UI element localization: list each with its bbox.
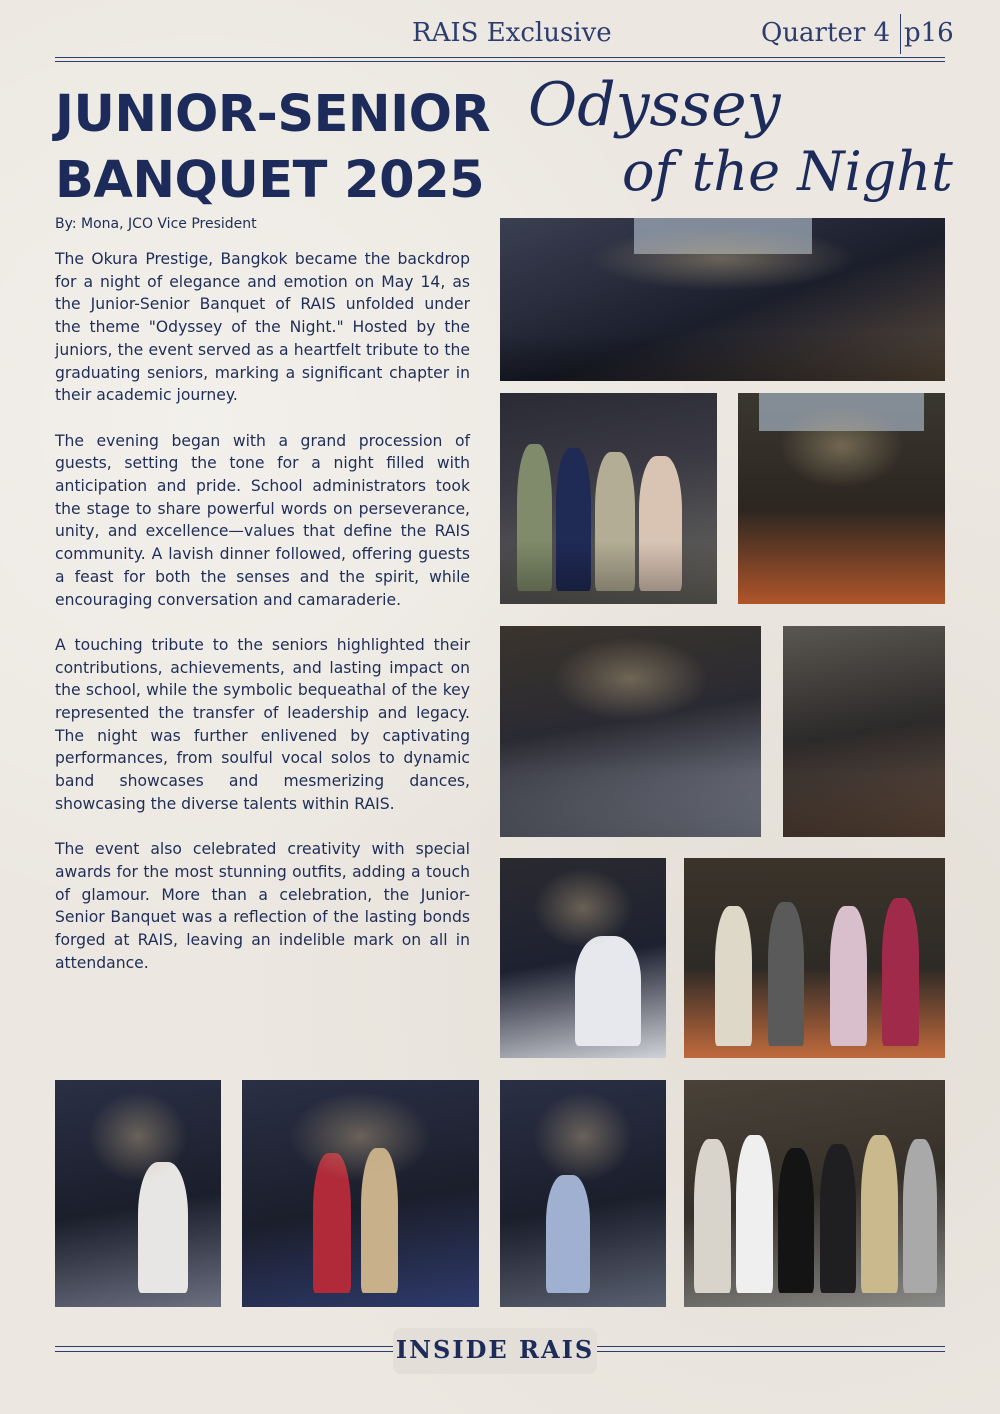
photo-suited-students — [684, 858, 945, 1058]
paragraph: The evening began with a grand procession of guests, setting the tone for a night filled with anticipation and pride. School administrators took the stage to share powerful words on perseverance, unity, and excellence—values that define the RAIS community. A lavish dinner followed, offering guests a feast for both the senses and the spirit, while encouraging conversation and camaraderie. — [55, 431, 470, 609]
title-line-1: JUNIOR-SENIOR — [55, 85, 491, 144]
photo-awardees-2 — [242, 1080, 479, 1307]
header-rule-top — [55, 57, 945, 58]
photo-dance-performance — [738, 393, 945, 604]
title-line-2: BANQUET 2025 — [55, 151, 485, 210]
footer-label: INSIDE RAIS — [395, 1335, 595, 1364]
header-rule-bottom — [55, 61, 945, 62]
paragraph: A touching tribute to the seniors highlighted their contributions, achievements, and lasting impact on the school, while the symbolic bequeathal of the key represented the transfer of leadership and legacy. The night was further enlivened by captivating performances, from soulful vocal solos to dynamic band showcases and mesmerizing dances, showcasing the diverse talents within RAIS. — [55, 635, 470, 813]
footer-rule-left-top — [55, 1346, 393, 1347]
paragraph: The event also celebrated creativity with special awards for the most stunning outfits, adding a touch of glamour. More than a celebration, the Junior-Senior Banquet was a reflection of the lasting bonds forged at RAIS, leaving an indelible mark on all in attendance. — [55, 840, 470, 972]
paragraph: The Okura Prestige, Bangkok became the backdrop for a night of elegance and emotion on May 14, as the Junior-Senior Banquet of RAIS unfolded under the theme "Odyssey of the Night." Hosted by the juniors, the event served as a heartfelt tribute to the graduating seniors, marking a significant chapter in their academic journey. — [55, 250, 470, 405]
page-number: p16 — [904, 18, 954, 48]
photo-group-shot — [500, 218, 945, 381]
footer-rule-left-bottom — [55, 1351, 393, 1352]
theme-title-line-2: of the Night — [622, 140, 953, 203]
photo-reception-table — [783, 626, 945, 837]
photo-awardees-1 — [55, 1080, 221, 1307]
photo-awardees-3 — [500, 1080, 666, 1307]
photo-royalty-couple — [500, 858, 666, 1058]
footer-rule-right-bottom — [597, 1351, 945, 1352]
issue-quarter: Quarter 4 — [761, 18, 891, 48]
theme-title-line-1: Odyssey — [528, 70, 781, 140]
article-body — [55, 248, 470, 997]
byline: By: Mona, JCO Vice President — [55, 216, 257, 232]
magazine-name: RAIS Exclusive — [412, 18, 612, 48]
header-separator — [900, 14, 901, 54]
article-title — [55, 82, 515, 214]
footer-rule-right-top — [597, 1346, 945, 1347]
photo-gowns-lineup — [684, 1080, 945, 1307]
photo-gowns — [500, 393, 717, 604]
photo-guests-phones — [500, 626, 761, 837]
